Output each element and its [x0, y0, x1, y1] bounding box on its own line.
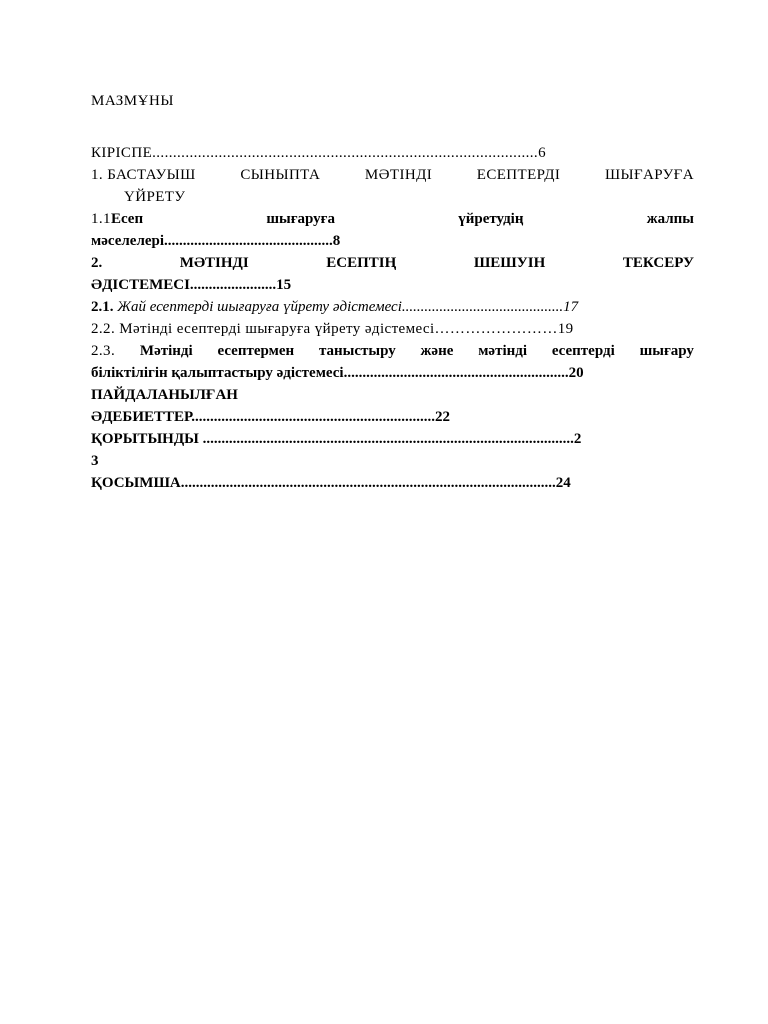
toc-word: Мәтінді	[139, 343, 193, 359]
toc-section-number: 2.3.	[91, 343, 116, 359]
toc-word: Есеп	[110, 211, 144, 227]
toc-entry-section-2-1	[91, 296, 694, 318]
toc-entry-references: ПАЙДАЛАНЫЛҒАН	[91, 387, 238, 403]
toc-entry-chapter1	[91, 164, 694, 186]
toc-entry-section-2-3-cont: біліктілігін қалыптастыру әдістемесі............................................................20	[91, 365, 584, 381]
table-of-contents	[91, 142, 694, 494]
toc-word: үйретудің	[458, 211, 524, 227]
toc-word: ТЕКСЕРУ	[622, 255, 694, 271]
toc-entry-section-2-3	[91, 340, 694, 362]
toc-entry-conclusion: ҚОРЫТЫНДЫ ...................................................................................................2	[91, 431, 582, 447]
toc-entry-references-cont: ӘДЕБИЕТТЕР.................................................................22	[91, 409, 451, 425]
toc-word: есептермен	[217, 343, 295, 359]
toc-word: және	[420, 343, 454, 359]
toc-word: 2.	[91, 255, 103, 271]
toc-word: есептерді	[551, 343, 615, 359]
toc-word: шығаруға	[266, 211, 335, 227]
toc-word: шығару	[639, 343, 694, 359]
toc-word: СЫНЫПТА	[240, 167, 321, 183]
toc-word: МӘТІНДІ	[364, 167, 433, 183]
toc-word: таныстыру	[318, 343, 396, 359]
toc-section-text: Жай есептерді шығаруға үйрету әдістемесі...........................................17	[113, 299, 579, 315]
toc-word: ЕСЕПТЕРДІ	[476, 167, 561, 183]
toc-word: 1. БАСТАУЫШ	[91, 167, 196, 183]
toc-entry-section-2-2: 2.2. Мәтінді есептерді шығаруға үйрету әдістемесі……………………19	[91, 321, 574, 337]
toc-word: ЕСЕПТІҢ	[326, 255, 397, 271]
toc-section-number: 1.1	[91, 211, 111, 227]
toc-entry-chapter2	[91, 252, 694, 274]
toc-word-group	[91, 208, 143, 230]
toc-section-number: 2.1.	[91, 299, 114, 315]
toc-entry-appendix: ҚОСЫМША....................................................................................................24	[91, 475, 571, 491]
document-page	[91, 90, 694, 494]
toc-word: жалпы	[646, 211, 694, 227]
toc-entry-section-1-1-cont: мәселелері.............................................8	[91, 233, 341, 249]
toc-entry-section-1-1	[91, 208, 694, 230]
toc-entry-chapter1-cont: ҮЙРЕТУ	[124, 189, 186, 205]
toc-word: мәтінді	[478, 343, 528, 359]
toc-word: МӘТІНДІ	[179, 255, 249, 271]
toc-entry-chapter2-cont: ӘДІСТЕМЕСІ.......................15	[91, 277, 292, 293]
toc-word: ШЕШУІН	[473, 255, 546, 271]
toc-entry-intro: КІРІСПЕ.............................................................................................6	[91, 145, 546, 161]
toc-entry-conclusion-cont: 3	[91, 453, 99, 469]
page-title: МАЗМҰНЫ	[91, 93, 174, 109]
toc-word: ШЫҒАРУҒА	[604, 167, 694, 183]
